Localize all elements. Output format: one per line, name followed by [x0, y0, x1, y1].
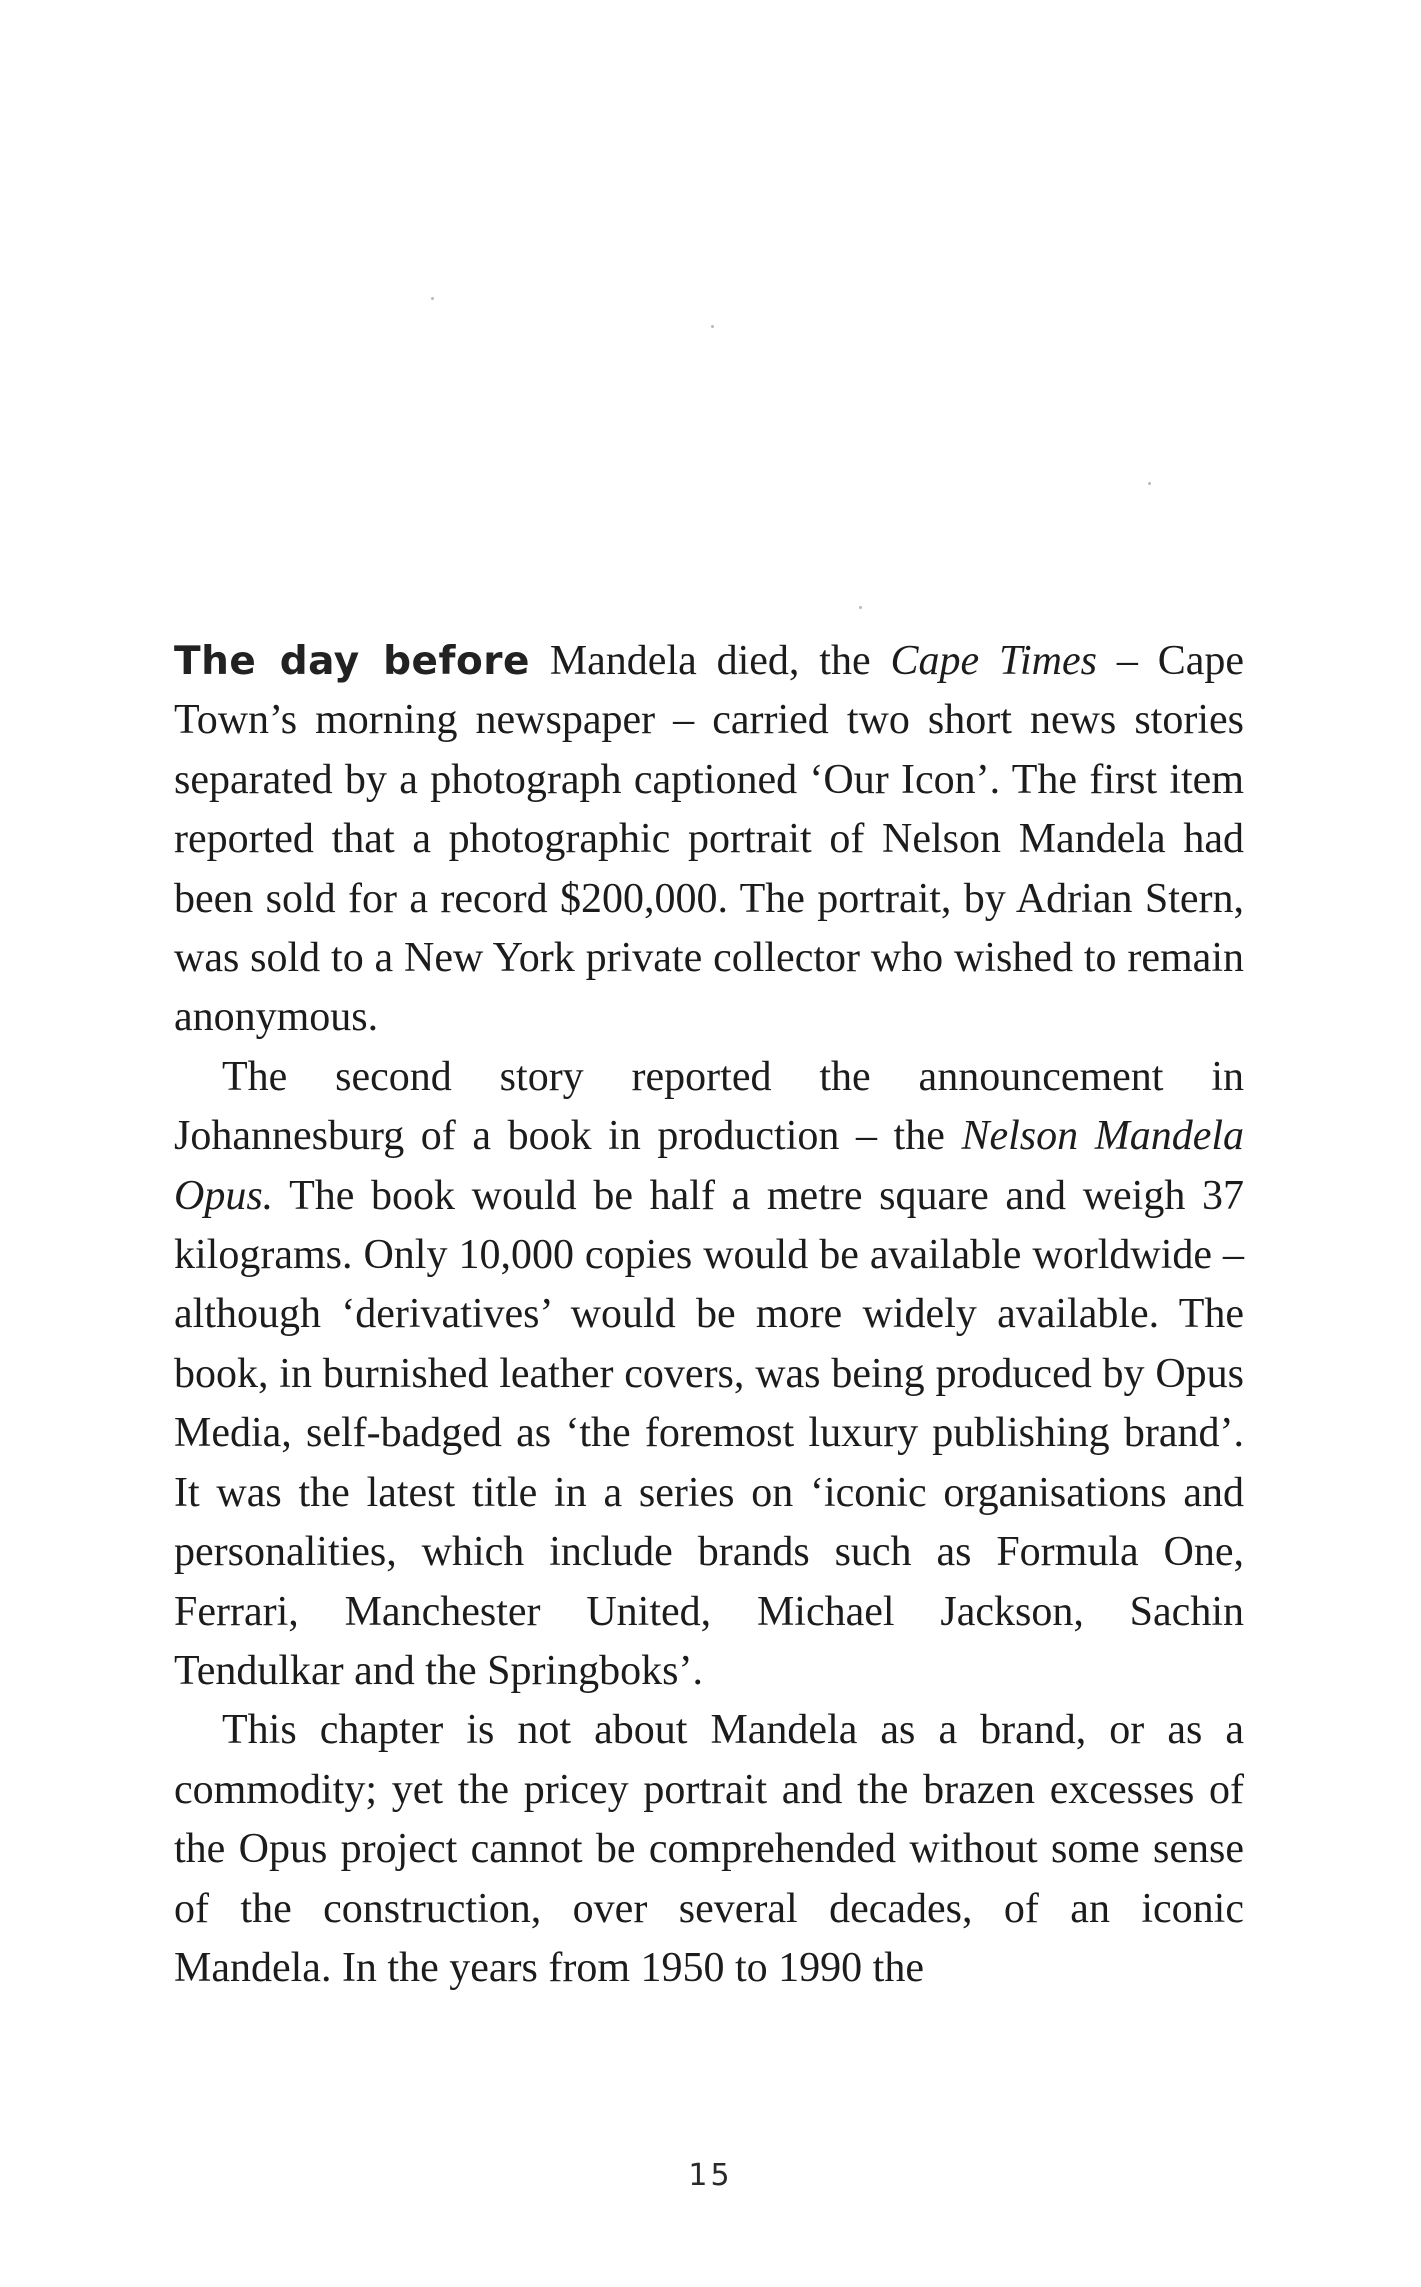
paragraph-1-text-a: Mandela died, the [529, 638, 891, 684]
paragraph-1-text-b: – Cape Town’s morning newspaper – carried two short news stories separated by a photograph captioned ‘Our Icon’. The first item reported that a photographic portrait of Nelson Mandela had been sold for a record $200,000. The portrait, by Adrian Stern, was sold to a New York private collector who wished to remain anonymous. [174, 638, 1245, 1041]
paragraph-2-text-b: The book would be half a metre square and weigh 37 kilograms. Only 10,000 copies would be available worldwide – although ‘derivatives’ would be more widely available. The book, in burnished leather covers, was being produced by Opus Media, self-badged as ‘the foremost luxury publishing brand’. It was the latest title in a series on ‘iconic organisations and personalities, which include brands such as Formula One, Ferrari, Manchester United, Michael Jackson, Sachin Tendulkar and the Springboks’. [174, 1172, 1244, 1694]
run-in-heading: The day before [174, 639, 530, 684]
scan-speck [859, 606, 862, 609]
book-title: Nelson Mandela Opus. [174, 1113, 1245, 1219]
scan-speck [1148, 482, 1151, 485]
newspaper-title: Cape Times [890, 638, 1097, 684]
paragraph-2-text-a: The second story reported the announcement in Johannesburg of a book in production – the [174, 1053, 1244, 1160]
paragraph-1 [174, 632, 1244, 1048]
scan-speck [431, 297, 434, 300]
scan-speck [711, 325, 714, 328]
paragraph-2 [174, 1048, 1244, 1701]
page-number: 15 [688, 2158, 733, 2193]
body-text [174, 632, 1244, 1998]
paragraph-3-text: This chapter is not about Mandela as a brand, or as a commodity; yet the pricey portrait and the brazen excesses of the Opus project cannot be comprehended without some sense of the construction, over several decades, of an iconic Mandela. In the years from 1950 to 1990 the [174, 1707, 1244, 1991]
paragraph-3 [174, 1701, 1244, 1998]
